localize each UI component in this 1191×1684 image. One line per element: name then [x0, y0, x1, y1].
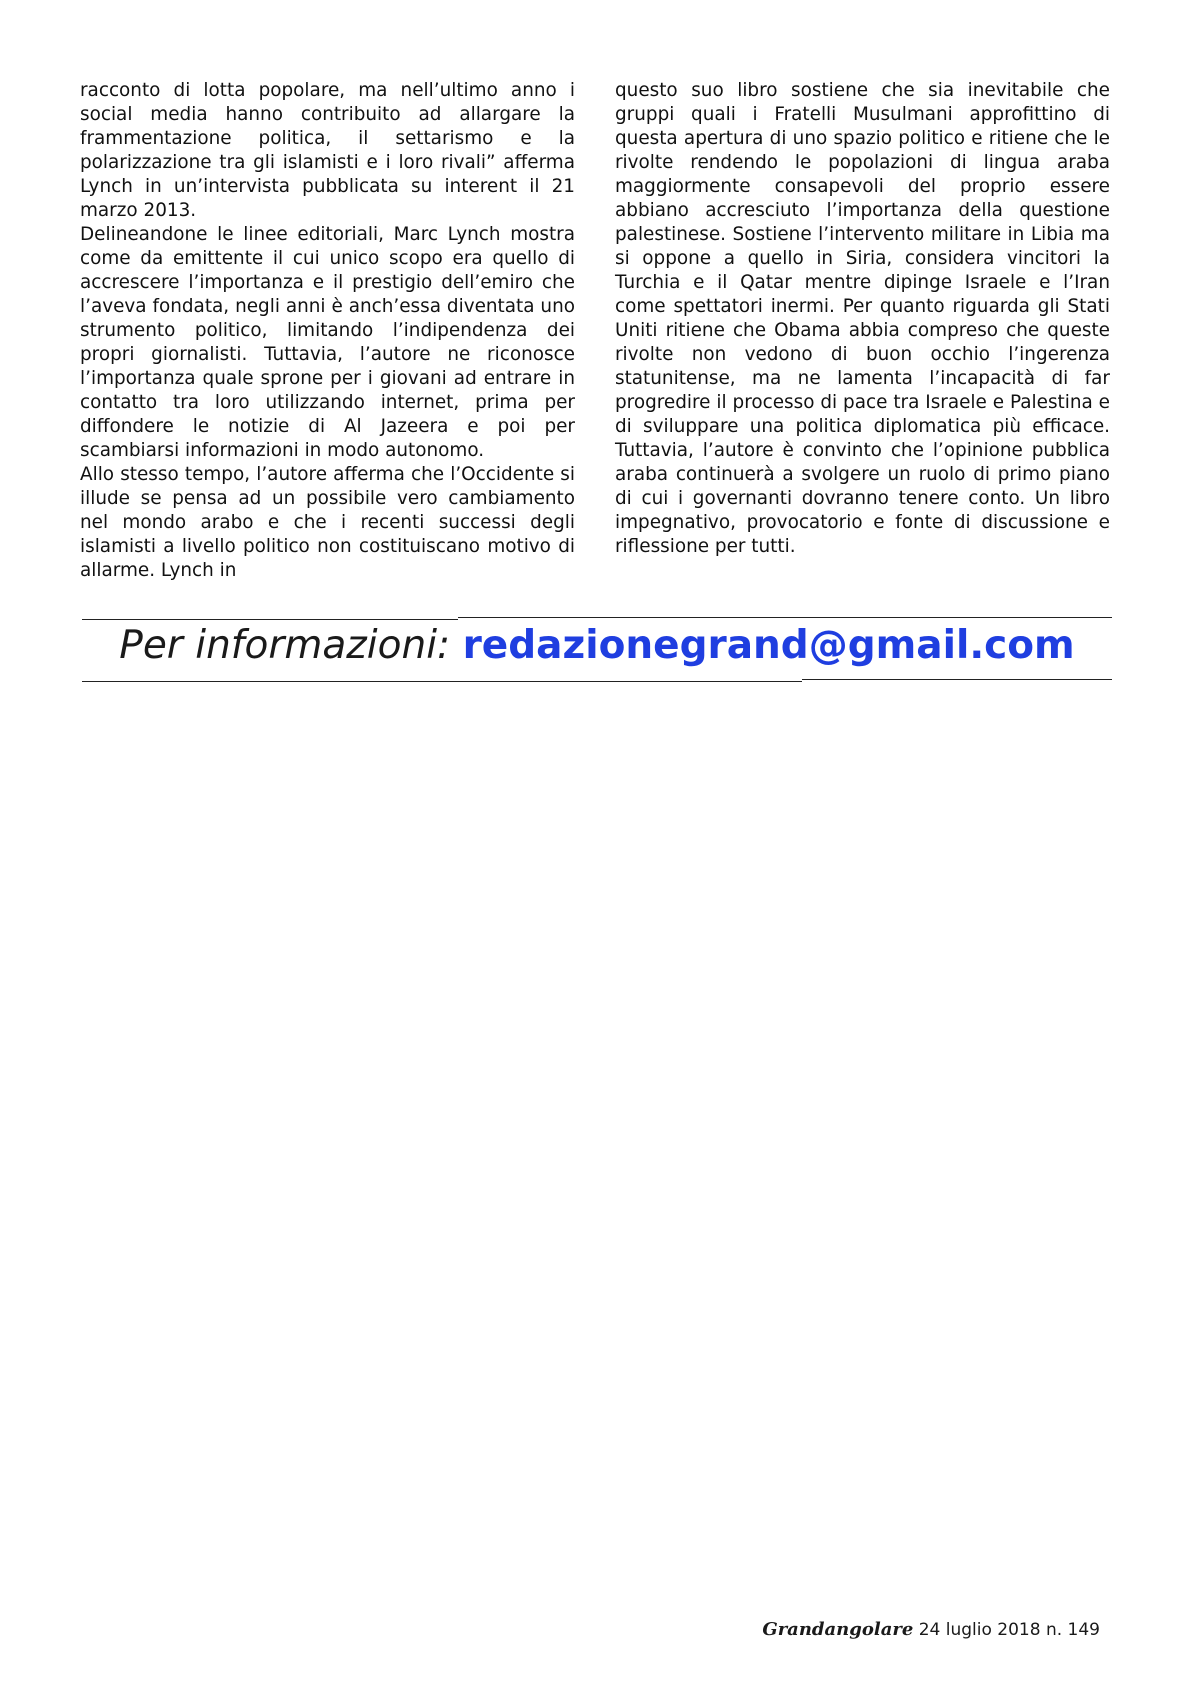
contact-banner [82, 618, 1112, 674]
banner-bottom-rule [112, 681, 802, 682]
article-paragraph: questo suo libro sostiene che sia inevitabile che gruppi quali i Fratelli Musulmani approfittino di questa apertura di uno spazio politico e ritiene che le rivolte rendendo le popolazioni di lingua araba maggiormente consapevoli del proprio essere abbiano accresciuto l’importanza della questione palestinese. Sostiene l’intervento militare in Libia ma si oppone a quello in Siria, considera vincitori la Turchia e il Qatar mentre dipinge Israele e l’Iran come spettatori inermi. Per quanto riguarda gli Stati Uniti ritiene che Obama abbia compreso che queste rivolte non vedono di buon occhio l’ingerenza statunitense, ma ne lamenta l’incapacità di far progredire il processo di pace tra Israele e Palestina e di sviluppare una politica diplomatica più efficace. Tuttavia, l’autore è convinto che l’opinione pubblica araba continuerà a svolgere un ruolo di primo piano di cui i governanti dovranno tenere conto. Un libro impegnativo, provocatorio e fonte di discussione e riflessione per tutti. [615, 80, 1110, 557]
contact-email-link[interactable]: redazionegrand@gmail.com [462, 623, 1075, 668]
page-footer [762, 1618, 1100, 1642]
article-paragraph: Delineandone le linee editoriali, Marc Lynch mostra come da emittente il cui unico scopo era quello di accrescere l’importanza e il prestigio dell’emiro che l’aveva fondata, negli anni è anch’essa diventata uno strumento politico, limitando l’indipendenza dei propri giornalisti. Tuttavia, l’autore ne riconosce l’importanza quale sprone per i giovani ad entrare in contatto tra loro utilizzando internet, prima per diffondere le notizie di Al Jazeera e poi per scambiarsi informazioni in modo autonomo. [80, 224, 575, 461]
contact-label: Per informazioni: [119, 623, 451, 668]
article-column-right [615, 79, 1110, 583]
article-column-left [80, 79, 575, 583]
issue-info: 24 luglio 2018 n. 149 [918, 1620, 1100, 1640]
magazine-title: Grandangolare [762, 1619, 914, 1640]
article-paragraph: Allo stesso tempo, l’autore afferma che l’Occidente si illude se pensa ad un possibile vero cambiamento nel mondo arabo e che i recenti successi degli islamisti a livello politico non costituiscano motivo di allarme. Lynch in [80, 464, 575, 581]
banner-bottom-rule-stub [82, 681, 112, 682]
banner-bottom-rule-segment [802, 679, 1112, 680]
article-paragraph: racconto di lotta popolare, ma nell’ultimo anno i social media hanno contribuito ad allargare la frammentazione politica, il settarismo e la polarizzazione tra gli islamisti e i loro rivali” afferma Lynch in un’intervista pubblicata su interent il 21 marzo 2013. [80, 80, 575, 221]
article-body [80, 79, 1110, 583]
